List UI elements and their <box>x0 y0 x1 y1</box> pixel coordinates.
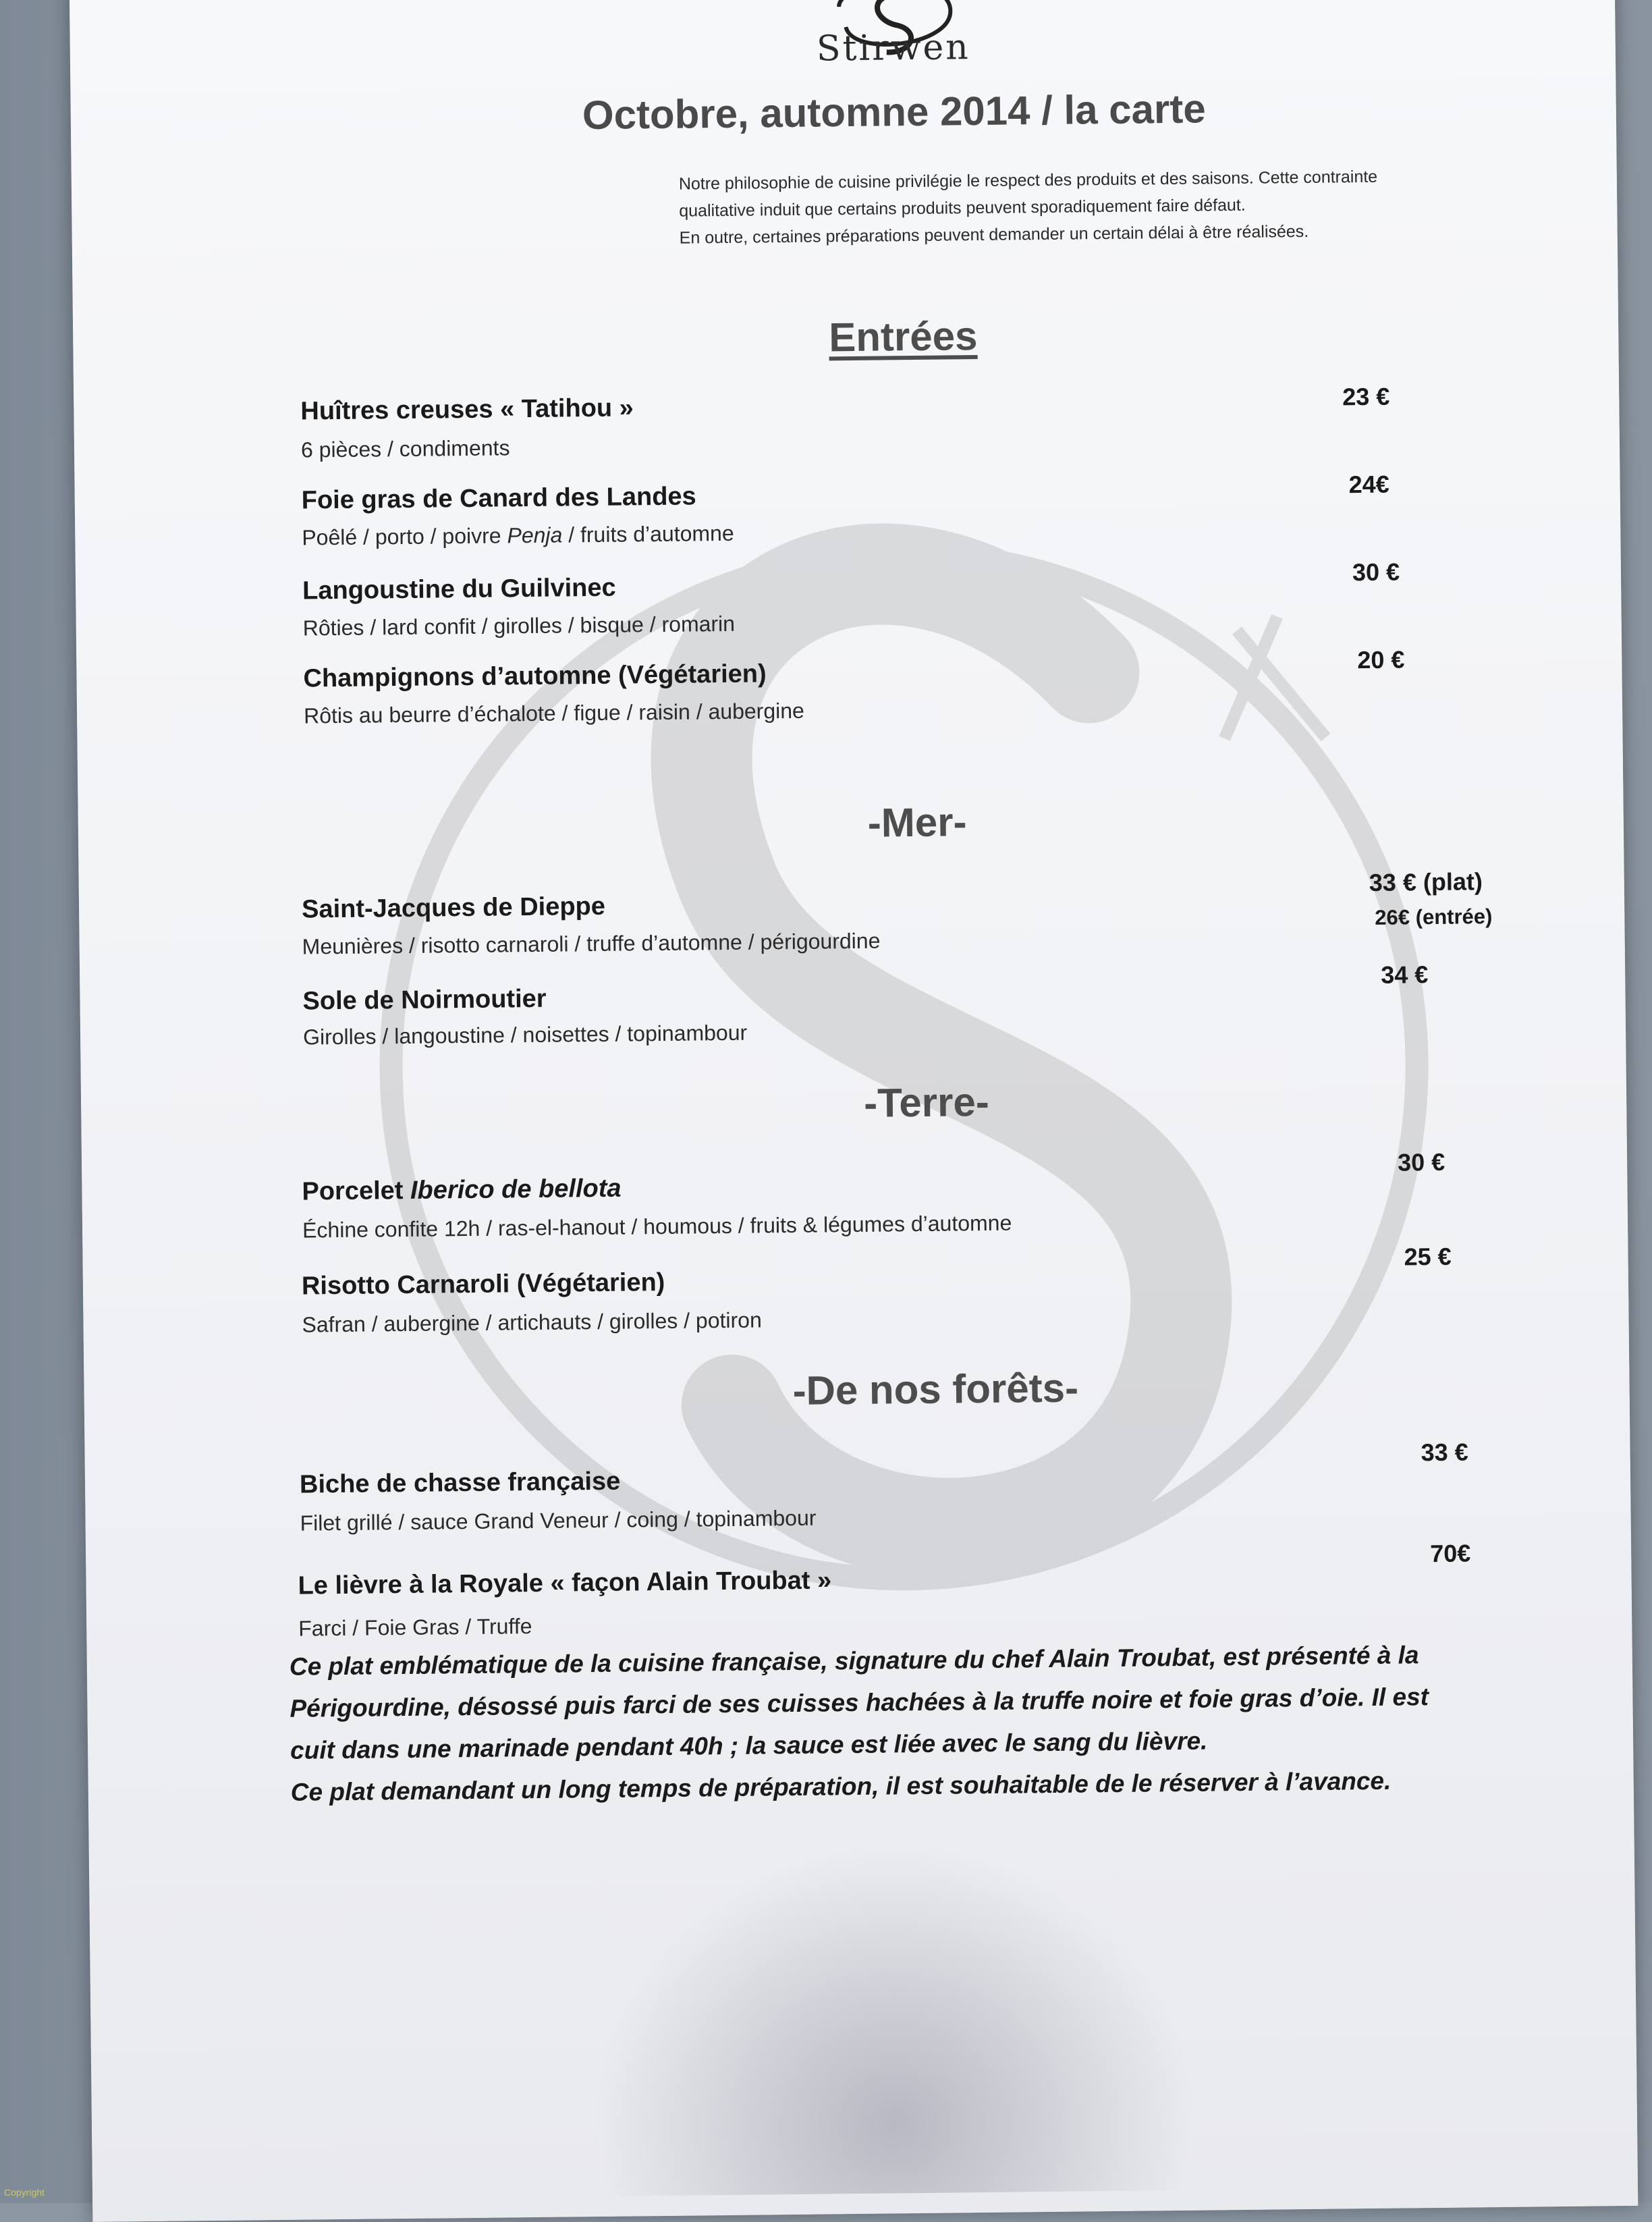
section-title-terre: -Terre- <box>863 1079 990 1126</box>
menu-item-name: Foie gras de Canard des Landes <box>301 482 696 515</box>
intro-line: En outre, certaines préparations peuvent demander un certain délai à être réalisées. <box>679 221 1309 248</box>
note-line: Ce plat emblématique de la cuisine française, signature du chef Alain Troubat, est présenté à la <box>289 1641 1419 1681</box>
menu-item-price: 25 € <box>1404 1242 1452 1271</box>
menu-item-price: 70€ <box>1429 1539 1471 1568</box>
menu-item-name: Porcelet Iberico de bellota <box>302 1174 622 1206</box>
photographer-shadow <box>588 1839 1199 2196</box>
section-title-mer: -Mer- <box>867 799 967 846</box>
menu-item-name: Biche de chasse française <box>299 1467 621 1499</box>
menu-item-price: 23 € <box>1342 382 1390 411</box>
intro-text <box>679 161 1543 251</box>
menu-item-desc: 6 pièces / condiments <box>300 435 510 462</box>
menu-item-price-secondary: 26€ (entrée) <box>1375 904 1493 929</box>
section-title-forets: -De nos forêts- <box>792 1365 1079 1413</box>
menu-item-desc: Filet grillé / sauce Grand Veneur / coing / topinambour <box>300 1505 817 1536</box>
menu-item-desc: Meunières / risotto carnaroli / truffe d’automne / périgourdine <box>302 928 881 959</box>
intro-line: qualitative induit que certains produits peuvent sporadiquement faire défaut. <box>679 195 1246 221</box>
menu-item-desc: Girolles / langoustine / noisettes / topinambour <box>302 1020 748 1050</box>
note-line: cuit dans une marinade pendant 40h ; la sauce est liée avec le sang du lièvre. <box>290 1727 1208 1764</box>
copyright-watermark: Copyright <box>4 2187 45 2198</box>
menu-item-desc: Farci / Foie Gras / Truffe <box>298 1614 532 1641</box>
menu-sheet <box>70 0 1639 2222</box>
menu-item-name: Sole de Noirmoutier <box>302 984 547 1016</box>
menu-item-price: 30 € <box>1352 558 1400 587</box>
menu-item-desc: Safran / aubergine / artichauts / girolles / potiron <box>302 1307 762 1337</box>
menu-item-desc: Rôties / lard confit / girolles / bisque / romarin <box>302 611 736 641</box>
menu-item-name: Champignons d’automne (Végétarien) <box>303 659 767 693</box>
page-title: Octobre, automne 2014 / la carte <box>582 86 1206 138</box>
brand-name: Stirwen <box>816 27 970 70</box>
menu-item-name: Le lièvre à la Royale « façon Alain Troubat » <box>298 1566 832 1600</box>
menu-item-price: 30 € <box>1397 1147 1446 1176</box>
menu-item-name: Saint-Jacques de Dieppe <box>301 892 606 924</box>
menu-item-price: 33 € <box>1421 1438 1468 1467</box>
menu-item-price: 34 € <box>1380 960 1429 989</box>
menu-item-desc: Rôtis au beurre d’échalote / figue / raisin / aubergine <box>303 698 805 728</box>
section-title-entrees: Entrées <box>828 313 978 360</box>
chef-note <box>290 1633 1506 1814</box>
menu-item-desc: Poêlé / porto / poivre Penja / fruits d’automne <box>302 520 734 550</box>
note-line: Ce plat demandant un long temps de préparation, il est souhaitable de le réserver à l’avance. <box>290 1766 1392 1806</box>
note-line: Périgourdine, désossé puis farci de ses cuisses hachées à la truffe noire et foie gras d’oie. Il est <box>290 1683 1429 1723</box>
menu-item-price: 24€ <box>1348 470 1389 499</box>
menu-item-desc: Échine confite 12h / ras-el-hanout / houmous / fruits & légumes d’automne <box>302 1210 1012 1243</box>
intro-line: Notre philosophie de cuisine privilégie le respect des produits et des saisons. Cette contrainte <box>678 167 1378 194</box>
menu-item-name: Langoustine du Guilvinec <box>302 573 616 605</box>
menu-item-price: 20 € <box>1357 645 1405 674</box>
menu-item-name: Huîtres creuses « Tatihou » <box>300 394 634 426</box>
menu-item-name: Risotto Carnaroli (Végétarien) <box>301 1268 665 1301</box>
menu-item-price: 33 € (plat) <box>1369 867 1483 896</box>
